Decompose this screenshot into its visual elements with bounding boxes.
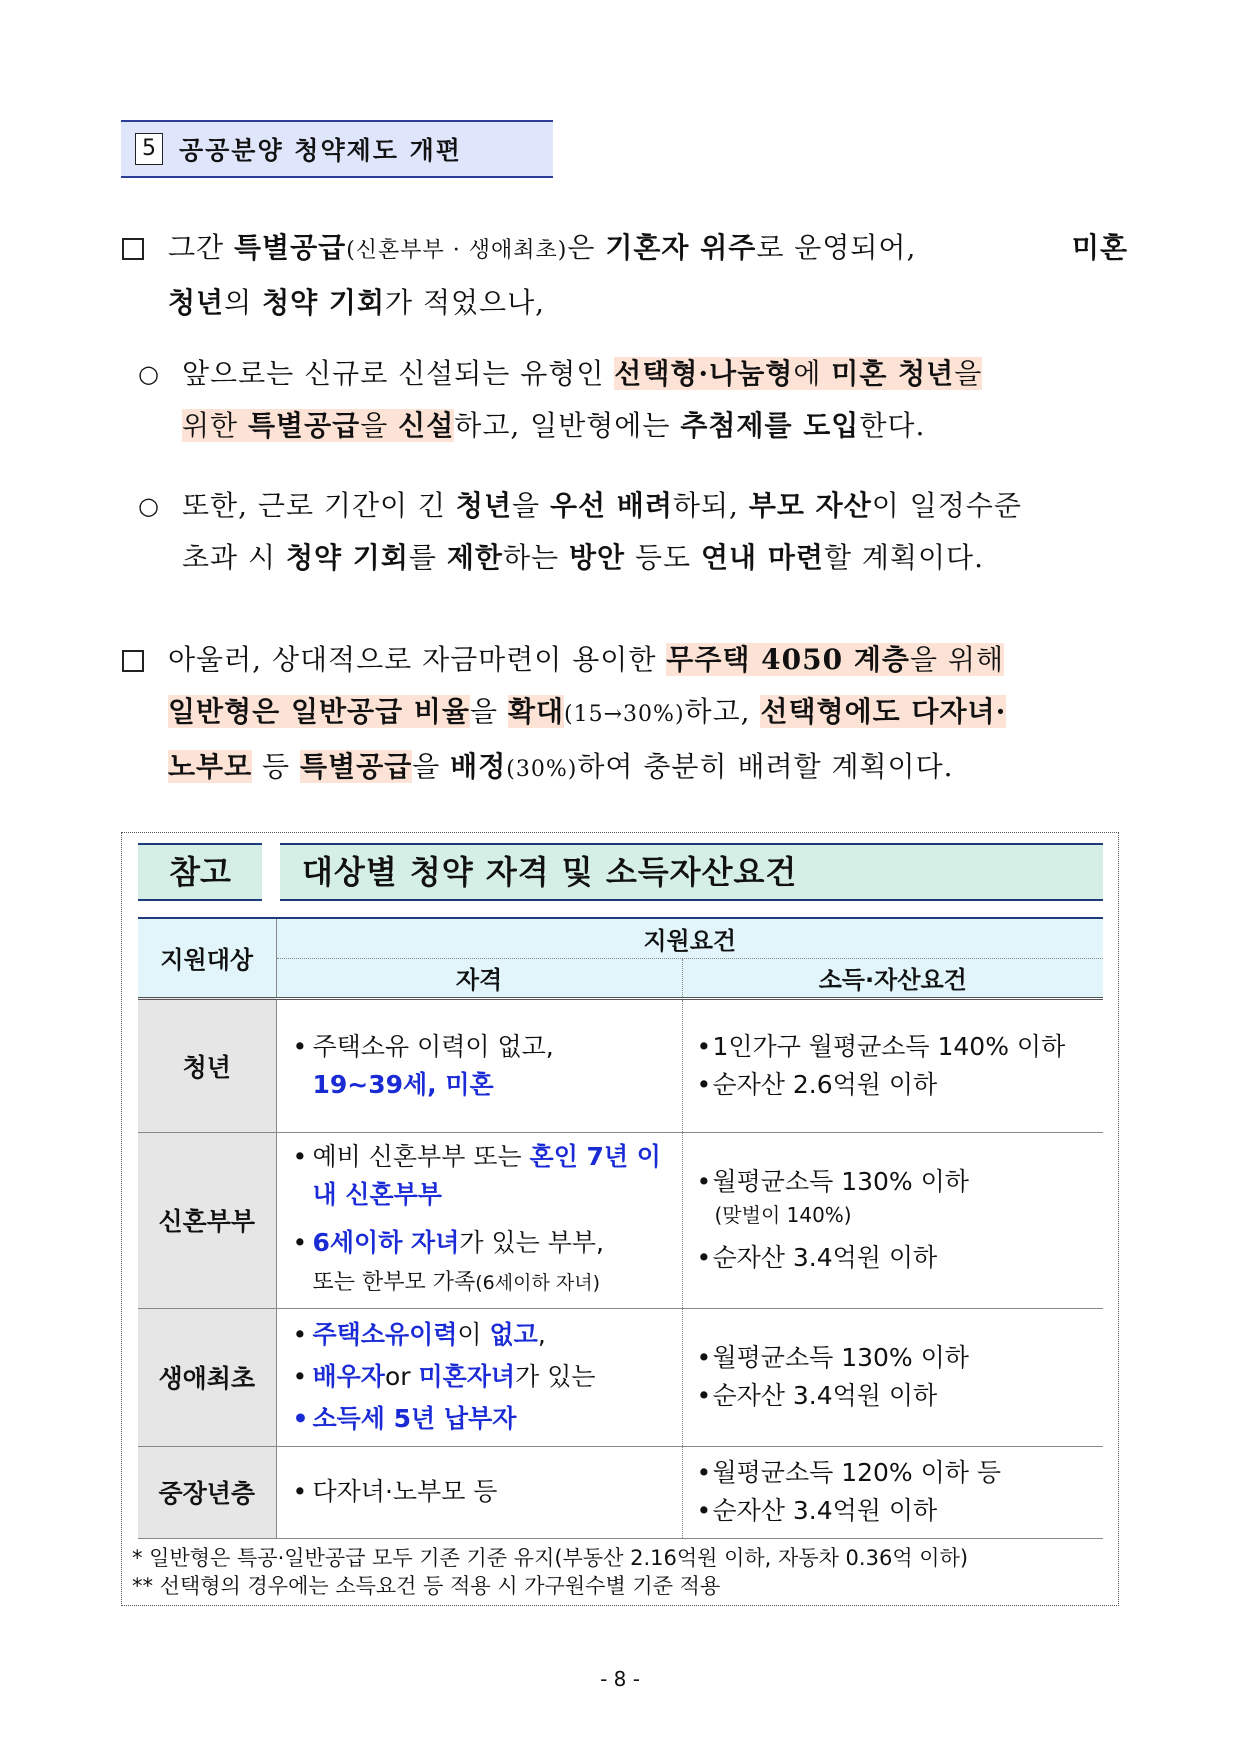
qualification-first-time: • 주택소유이력이 없고, • 배우자or 미혼자녀가 있는 • 소득세 5년 납부자: [276, 1308, 682, 1446]
income-newlywed: • 월평균소득 130% 이하 (맞벌이 140%) • 순자산 3.4억원 이하: [682, 1132, 1103, 1308]
category-first-time: 생애최초: [138, 1308, 276, 1446]
table-row: [138, 1446, 1103, 1538]
income-youth: • 1인가구 월평균소득 140% 이하 • 순자산 2.6억원 이하: [682, 998, 1103, 1132]
footnote-2: ** 선택형의 경우에는 소득요건 등 적용 시 가구원수별 기준 적용: [132, 1574, 721, 1598]
requirements-table: [138, 917, 1103, 1539]
qualification-youth: • 주택소유 이력이 없고, 19~39세, 미혼: [276, 998, 682, 1132]
table-row: [138, 1308, 1103, 1446]
income-first-time: • 월평균소득 130% 이하 • 순자산 3.4억원 이하: [682, 1308, 1103, 1446]
paragraph-2: 앞으로는 신규로 신설되는 유형인 선택형·나눔형에 미혼 청년을 위한 특별공급을 신설하고, 일반형에는 추첨제를 도입한다.: [182, 357, 983, 442]
income-middle-aged: • 월평균소득 120% 이하 등 • 순자산 3.4억원 이하: [682, 1446, 1103, 1538]
qualification-middle-aged: • 다자녀·노부모 등: [276, 1446, 682, 1538]
table-row: [138, 998, 1103, 1132]
qualification-newlywed: • 예비 신혼부부 또는 혼인 7년 이내 신혼부부 • 6세이하 자녀가 있는 부부, 또는 한부모 가족(6세이하 자녀): [276, 1132, 682, 1308]
page-number: - 8 -: [600, 1667, 640, 1691]
footnote-1: * 일반형은 특공·일반공급 모두 기존 기준 유지(부동산 2.16억원 이하, 자동차 0.36억 이하): [132, 1546, 969, 1570]
circle-bullet-icon: ○: [138, 360, 159, 388]
table-row: [138, 1132, 1103, 1308]
header-requirements: 지원요건: [276, 918, 1103, 958]
reference-title: 대상별 청약 자격 및 소득자산요건: [280, 843, 1103, 901]
paragraph-3: 또한, 근로 기간이 긴 청년을 우선 배려하되, 부모 자산이 일정수준 초과 시 청약 기회를 제한하는 방안 등도 연내 마련할 계획이다.: [182, 489, 1022, 574]
paragraph-1: 그간 특별공급(신혼부부 · 생애최초)은 기혼자 위주로 운영되어, 미혼 청년의 청약 기회가 적었으나,: [168, 231, 1128, 319]
category-middle-aged: 중장년층: [138, 1446, 276, 1538]
section-number: 5: [135, 133, 163, 165]
section-heading: [121, 120, 553, 178]
square-bullet-icon: [122, 650, 144, 672]
circle-bullet-icon: ○: [138, 492, 159, 520]
header-income-assets: 소득·자산요건: [682, 958, 1103, 998]
category-newlywed: 신혼부부: [138, 1132, 276, 1308]
category-youth: 청년: [138, 998, 276, 1132]
square-bullet-icon: [122, 238, 144, 260]
header-qualification: 자격: [276, 958, 682, 998]
section-title: 공공분양 청약제도 개편: [179, 136, 462, 165]
paragraph-4: 아울러, 상대적으로 자금마련이 용이한 무주택 4050 계층을 위해 일반형은 일반공급 비율을 확대(15→30%)하고, 선택형에도 다자녀· 노부모 등 특별공급을 배정(30%)하여 충분히 배려할 계획이다.: [168, 643, 1007, 783]
header-target: 지원대상: [138, 918, 276, 998]
reference-tag: 참고: [138, 843, 262, 901]
